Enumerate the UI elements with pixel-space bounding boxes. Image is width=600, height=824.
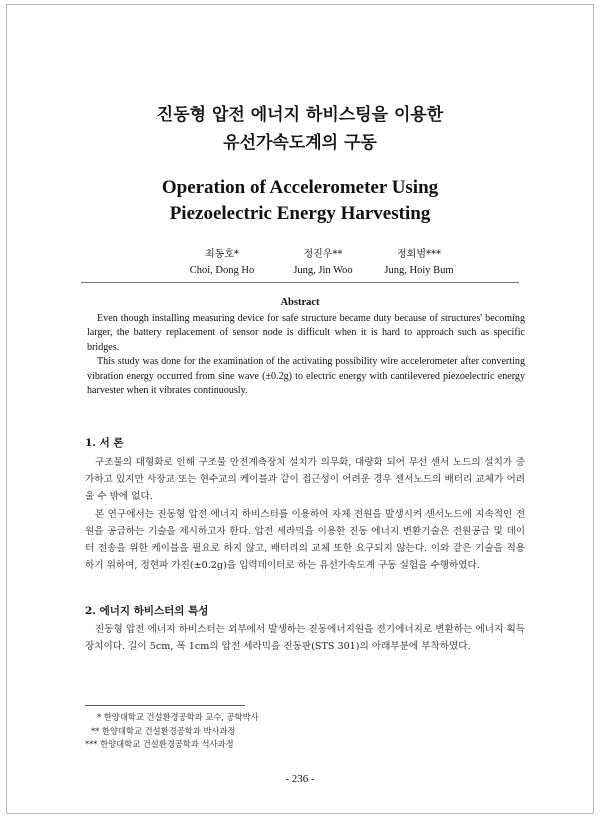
footnote-1: * 한양대학교 건설환경공학과 교수, 공학박사 [97,712,259,722]
section-1-body [85,454,525,574]
title-english-line-2: Piezoelectric Energy Harvesting [169,203,431,224]
author-2-name-ko: 정진우** [303,249,343,260]
section-1-heading: 1. 서 론 [85,437,124,449]
title-english [7,175,593,227]
abstract-body [87,312,525,398]
abstract-paragraph-1: Even though installing measuring device for safe structure became duty because of structures' becoming larger, the battery replacement of sensor node is difficult when it is hard to approach such as specific bridges. [87,313,525,353]
author-1-name-ko: 최동호* [205,249,239,260]
section-1-paragraph-1: 구조물의 대형화로 인해 구조물 안전계측장치 설치가 의무화, 대량화 되어 무선 센서 노드의 설치가 증가하고 있지만 사장교 또는 현수교의 케이블과 같이 접근성이 어려운 경우 센서노드의 배터리 교체가 어려울 수 밖에 없다. [85,457,525,503]
paper-page [6,4,594,814]
author-2-name-en: Jung, Jin Woo [293,265,353,276]
title-english-line-1: Operation of Accelerometer Using [161,177,439,198]
page-number: - 236 - [285,773,315,785]
title-korean-line-2: 유선가속도계의 구동 [223,133,377,153]
abstract-paragraph-2: This study was done for the examination of the activating possibility wire accelerometer after converting vibration energy occurred from sine wave (±0.2g) to electric energy with cantilevered piezoelectric energy harvester when it vibrates continuously. [87,356,525,397]
section-1-paragraph-2: 본 연구에서는 진동형 압전 에너지 하비스터를 이용하여 자체 전원을 발생시켜 센서노드에 지속적인 전원을 공급하는 기술을 제시하고자 한다. 압전 세라믹을 이용한 진동 에너지 변환기술은 전원공급 및 데이터 전송을 위한 케이블을 필요로 하지 않고, 배터리의 교체 또한 요구되지 않는다. 이와 같은 기술을 적용하기 위하여, 정현파 가진(±0.2g)을 입력데이터로 하는 유선가속도계 구동 실험을 수행하였다. [85,508,525,572]
footnotes [85,711,525,752]
footnote-2: ** 한양대학교 건설환경공학과 박사과정 [91,725,236,736]
author-1-name-en: Choi, Dong Ho [189,265,255,276]
author-3-name-en: Jung, Hoiy Bum [384,265,454,276]
footnote-3: *** 한양대학교 건설환경공학과 석사과정 [85,739,234,749]
section-2-paragraph-1: 진동형 압전 에너지 하비스터는 외부에서 발생하는 진동에너지원을 전기에너지로 변환하는 에너지 획득장치이다. 길이 5cm, 폭 1cm의 압전 세라믹을 진동판(STS 301)의 아래부분에 부착하였다. [85,624,525,653]
abstract-heading: Abstract [280,297,320,308]
footnote-divider [85,705,245,706]
section-2-heading: 2. 에너지 하비스터의 특성 [85,605,209,617]
section-2-body [85,621,525,655]
header-divider [81,282,519,283]
author-3 [349,247,489,279]
author-3-name-ko: 정회범*** [397,249,441,260]
title-korean [7,101,593,157]
title-korean-line-1: 진동형 압전 에너지 하비스팅을 이용한 [156,105,444,125]
